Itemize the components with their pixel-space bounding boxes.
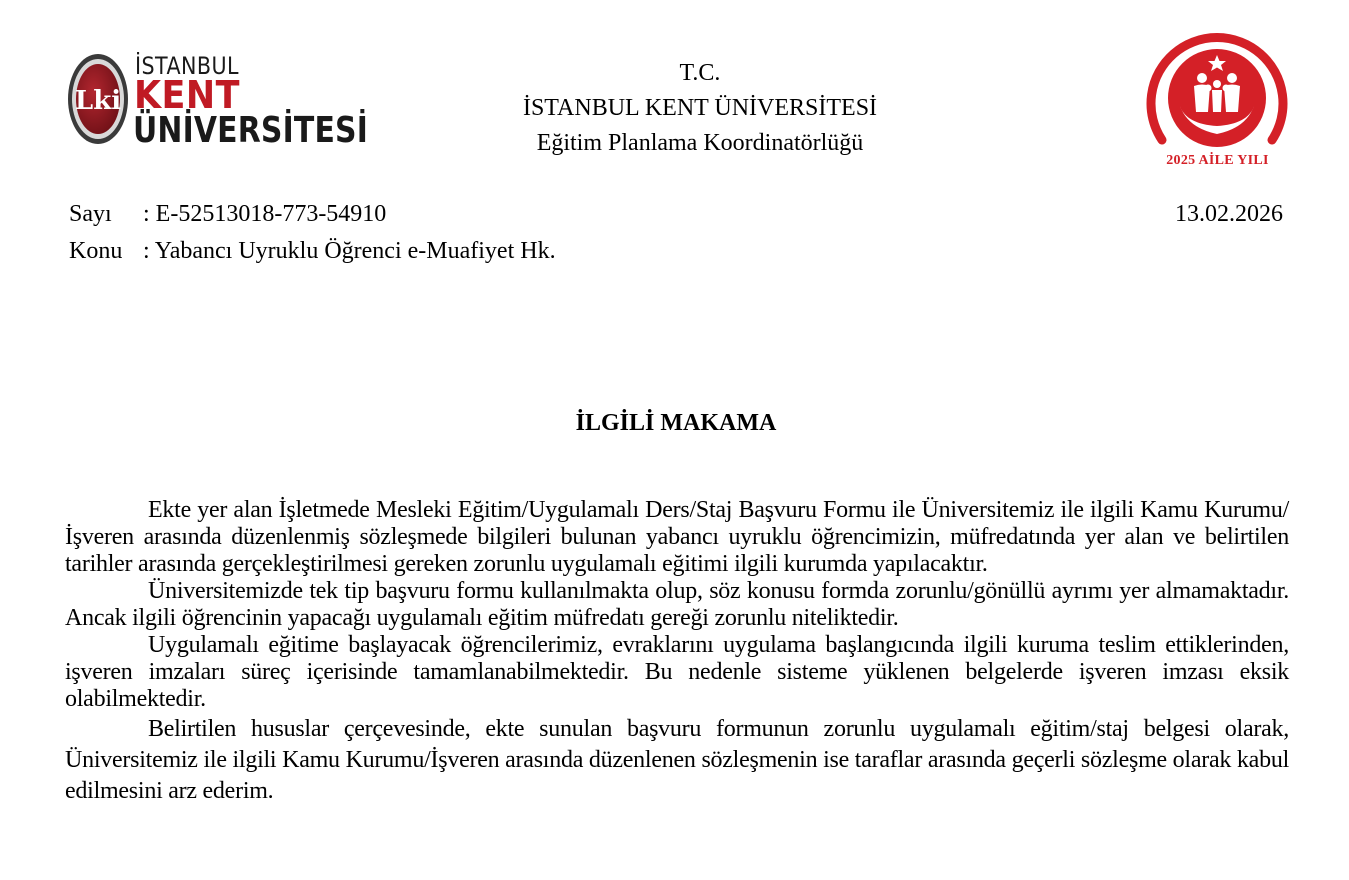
body-paragraph-4: Belirtilen hususlar çerçevesinde, ekte sunulan başvuru formunun zorunlu uygulamalı eğitim/staj belgesi olarak, Üniversitemiz ile ilgili Kamu Kurumu/İşveren arasında düzenlenen sözleşmenin ise taraflar arasında geçerli sözleşme olarak kabul edilmesini arz ederim. — [65, 716, 1289, 804]
subject-line — [69, 239, 556, 263]
konu-value: : Yabancı Uyruklu Öğrenci e-Muafiyet Hk. — [143, 238, 556, 264]
logo-line-kent: KENT — [134, 73, 240, 117]
letterhead-university: İSTANBUL KENT ÜNİVERSİTESİ — [522, 95, 878, 121]
document-body — [65, 497, 1289, 807]
document-number-line — [69, 202, 386, 226]
family-year-caption: 2025 AİLE YILI — [1166, 153, 1269, 168]
logo-badge-text: Lki — [74, 86, 122, 116]
document-date: 13.02.2026 — [1175, 201, 1283, 227]
logo-line-istanbul: İSTANBUL — [135, 52, 239, 80]
sayi-label: Sayı — [69, 201, 112, 227]
logo-line-universitesi: ÜNİVERSİTESİ — [133, 110, 368, 151]
university-emblem-icon — [66, 50, 136, 150]
letterhead-department: Eğitim Planlama Koordinatörlüğü — [536, 130, 864, 156]
body-paragraph-1: Ekte yer alan İşletmede Mesleki Eğitim/Uygulamalı Ders/Staj Başvuru Formu ile Üniversitemiz ile ilgili Kamu Kurumu/İşveren arasında düzenlenmiş sözleşmede bilgileri bulunan yabancı uyruklu öğrencimizin, müfredatında yer alan ve belirtilen tarihler arasında gerçekleştirilmesi gereken zorunlu uygulamalı eğitimi ilgili kurumda yapılacaktır. — [65, 497, 1289, 577]
letterhead-tc: T.C. — [679, 60, 721, 86]
konu-label: Konu — [69, 238, 123, 264]
body-paragraph-2: Üniversitemizde tek tip başvuru formu kullanılmakta olup, söz konusu formda zorunlu/gönüllü ayrımı yer almamaktadır. Ancak ilgili öğrencinin yapacağı uygulamalı eğitim müfredatı gereği zorunlu niteliktedir. — [65, 578, 1289, 631]
body-paragraph-3: Uygulamalı eğitime başlayacak öğrencilerimiz, evraklarını uygulama başlangıcında ilgili kuruma teslim ettiklerinden, işveren imzaları süreç içerisinde tamamlanabilmektedir. Bu nedenle sisteme yüklenen belgelerde işveren imzası eksik olabilmektedir. — [65, 632, 1289, 712]
letterhead — [390, 56, 1010, 161]
document-title: İLGİLİ MAKAMA — [575, 410, 777, 436]
sayi-value: : E-52513018-773-54910 — [143, 201, 387, 227]
